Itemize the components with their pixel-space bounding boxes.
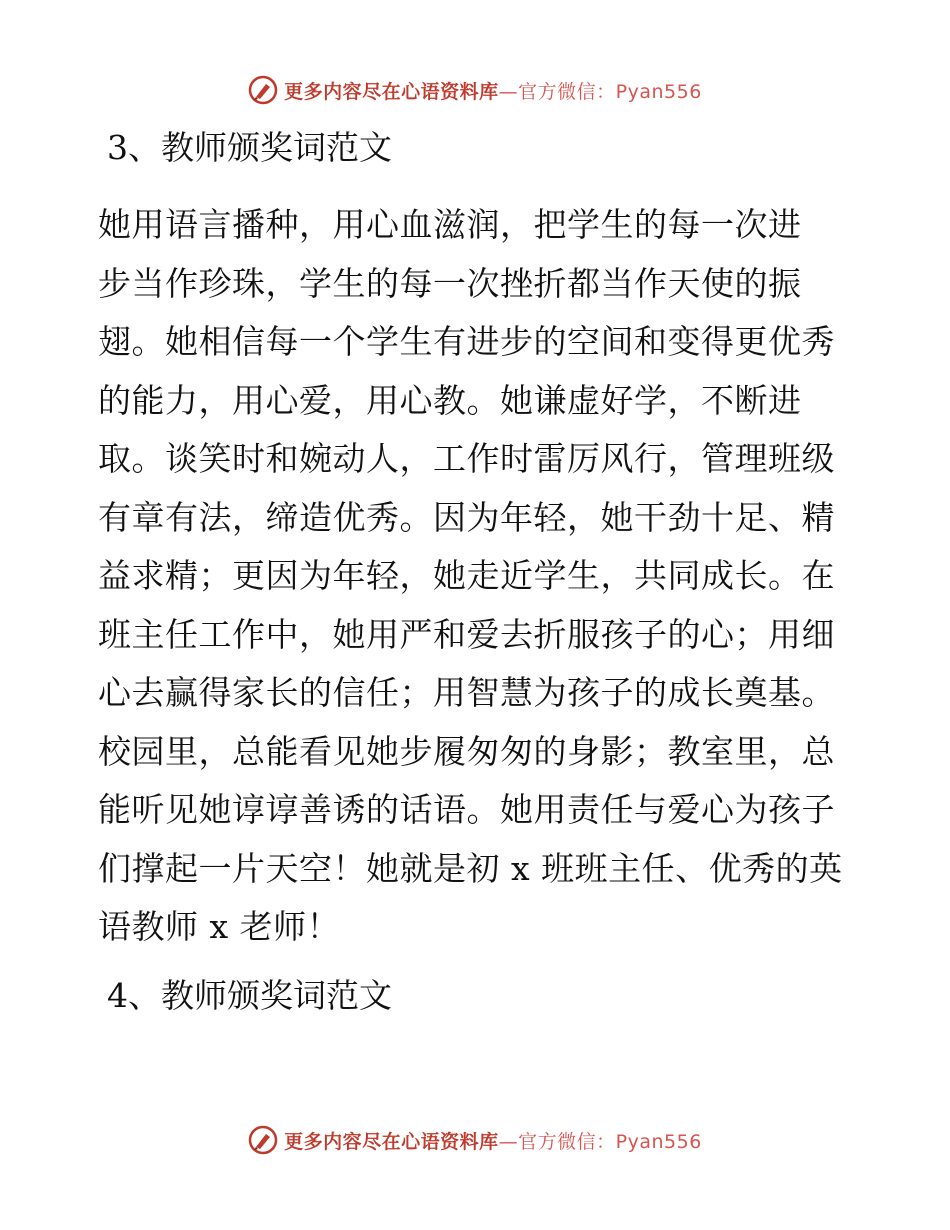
paragraph-line: 们撑起一片天空！她就是初 x 班班主任、优秀的英: [98, 848, 843, 888]
section-heading-4: 4、教师颁奖词范文: [107, 976, 392, 1015]
header-watermark: [0, 70, 950, 110]
section-paragraph-3: [98, 196, 850, 957]
paragraph-line: 取。谈笑时和婉动人，工作时雷厉风行，管理班级: [98, 439, 835, 478]
watermark-site-text: 更多内容尽在心语资料库: [284, 1130, 499, 1153]
paragraph-line: 的能力，用心爱，用心教。她谦虚好学，不断进: [98, 380, 802, 420]
paragraph-line: 步当作珍珠，学生的每一次挫折都当作天使的振: [98, 263, 802, 303]
paragraph-line: 校园里，总能看见她步履匆匆的身影；教室里，总: [98, 731, 835, 771]
pen-nib-icon: [248, 75, 278, 105]
watermark-wechat-text: —官方微信：Pyan556: [498, 80, 702, 103]
paragraph-line: 益求精；更因为年轻，她走近学生，共同成长。在: [98, 556, 835, 595]
paragraph-line: 她用语言播种，用心血滋润，把学生的每一次进: [98, 205, 802, 244]
watermark-wechat-text: —官方微信：Pyan556: [498, 1130, 702, 1153]
section-heading-3: 3、教师颁奖词范文: [107, 128, 392, 167]
footer-watermark: [0, 1120, 950, 1160]
paragraph-line: 语教师 x 老师！: [98, 907, 341, 946]
paragraph-line: 能听见她谆谆善诱的话语。她用责任与爱心为孩子: [98, 790, 835, 829]
pen-nib-icon: [248, 1125, 278, 1155]
paragraph-line: 有章有法，缔造优秀。因为年轻，她干劲十足、精: [98, 497, 835, 537]
paragraph-line: 班主任工作中，她用严和爱去折服孩子的心；用细: [98, 614, 835, 654]
paragraph-line: 翅。她相信每一个学生有进步的空间和变得更优秀: [98, 322, 835, 361]
watermark-site-text: 更多内容尽在心语资料库: [284, 80, 499, 103]
paragraph-line: 心去赢得家长的信任；用智慧为孩子的成长奠基。: [98, 673, 835, 712]
